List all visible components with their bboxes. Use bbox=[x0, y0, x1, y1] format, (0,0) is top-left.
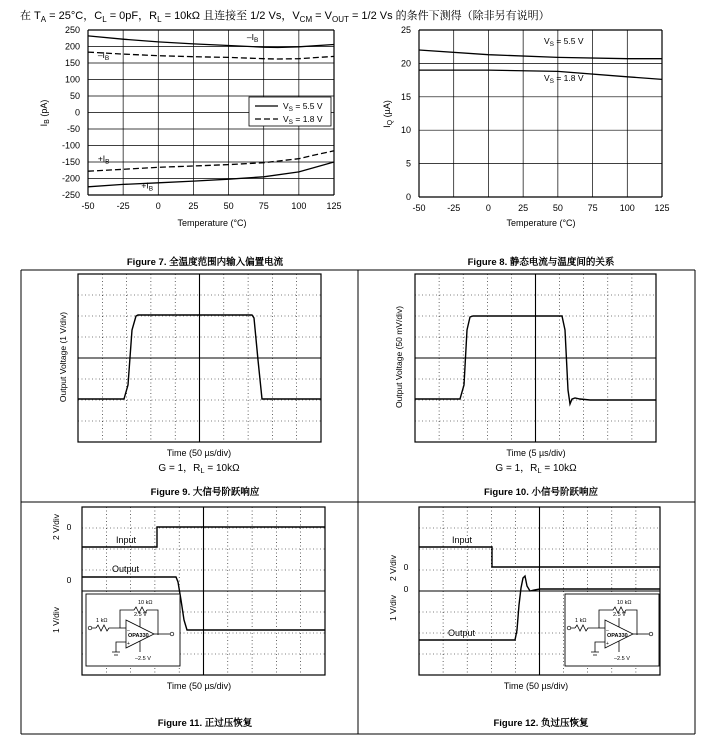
page-header: 在 $T_A = 25^\circ C$，$C_L = 0pF$，$R_L = 10k\Omega$ 且连接至 1/2 Vs，$V_{CM} = V_{OUT} = 1/2$ Vs 的条件下测得（除非另有说明） bbox=[20, 10, 550, 24]
fig11-y-label-bottom: 1 V/div bbox=[51, 607, 61, 633]
fig8-x-tick-label: 0 bbox=[485, 203, 491, 213]
fig7-y-tick-label: 50 bbox=[69, 91, 80, 101]
fig10-scope-grid bbox=[415, 274, 656, 442]
fig7-legend bbox=[249, 97, 331, 126]
input-bias-current-chart bbox=[39, 25, 342, 268]
svg-text:–2.5 V: –2.5 V bbox=[135, 656, 151, 662]
fig12-x-axis-label: Time (50 µs/div) bbox=[503, 681, 569, 691]
fig8-series-line-1 bbox=[419, 70, 662, 79]
quiescent-current-chart bbox=[382, 25, 670, 268]
fig8-y-tick-label: 10 bbox=[400, 125, 411, 136]
fig7-y-tick-label: -100 bbox=[61, 140, 80, 151]
fig7-y-tick-label: 150 bbox=[64, 58, 80, 68]
fig8-x-tick-label: 75 bbox=[587, 203, 598, 213]
fig7-x-tick-label: 50 bbox=[223, 201, 234, 211]
fig7-y-tick-label: -150 bbox=[61, 157, 80, 167]
fig11-output-label: Output bbox=[112, 564, 140, 574]
fig7-x-tick-label: -50 bbox=[81, 201, 95, 211]
svg-text:2.5 V: 2.5 V bbox=[613, 612, 626, 618]
fig8-x-tick-label: 100 bbox=[619, 203, 635, 213]
svg-text:+: + bbox=[606, 641, 609, 647]
fig12-y-label-bottom: 1 V/div bbox=[388, 595, 398, 621]
fig7-y-tick-label: 100 bbox=[64, 74, 80, 85]
svg-text:1 kΩ: 1 kΩ bbox=[575, 618, 587, 624]
fig8-caption: Figure 8. 静态电流与温度间的关系 bbox=[467, 257, 615, 268]
svg-text:10 kΩ: 10 kΩ bbox=[617, 600, 632, 606]
negative-overvoltage-recovery bbox=[388, 507, 660, 729]
fig7-y-tick-label: -50 bbox=[66, 124, 80, 134]
fig10-conditions: G = 1，$R_L = 10k\Omega$ bbox=[495, 463, 577, 475]
fig9-x-axis-label: Time (50 µs/div) bbox=[166, 448, 232, 458]
fig12-zero-bottom: 0 bbox=[403, 584, 409, 594]
fig7-y-axis-label: $I_B$ (pA) bbox=[39, 99, 51, 127]
svg-text:–: – bbox=[606, 628, 609, 634]
fig11-zero-bottom: 0 bbox=[66, 575, 72, 585]
fig8-annotation: $V_S = 5.5$ V bbox=[543, 36, 584, 49]
fig7-x-tick-label: 75 bbox=[258, 201, 269, 211]
positive-overvoltage-recovery bbox=[51, 507, 325, 729]
fig8-x-axis-label: Temperature (°C) bbox=[506, 218, 576, 228]
fig12-zero-top: 0 bbox=[403, 562, 409, 572]
svg-text:2.5 V: 2.5 V bbox=[134, 612, 147, 618]
fig10-caption: Figure 10. 小信号阶跃响应 bbox=[483, 487, 599, 498]
fig8-y-tick-label: 0 bbox=[405, 192, 411, 202]
fig8-x-tick-label: 125 bbox=[654, 203, 670, 213]
fig7-annotation: $-I_B$ bbox=[246, 32, 259, 45]
fig12-y-label-top: 2 V/div bbox=[388, 555, 398, 581]
fig11-circuit-inset bbox=[86, 594, 180, 666]
fig7-y-tick-label: -250 bbox=[61, 190, 80, 200]
fig9-y-axis-label: Output Voltage (1 V/div) bbox=[58, 311, 68, 403]
fig8-y-tick-label: 20 bbox=[400, 58, 411, 69]
fig8-y-tick-labels bbox=[401, 25, 411, 202]
svg-text:OPA330: OPA330 bbox=[607, 633, 628, 639]
fig8-series bbox=[419, 50, 662, 79]
fig8-annotations bbox=[544, 36, 584, 85]
fig7-series-line-0 bbox=[88, 36, 334, 48]
fig8-y-tick-label: 25 bbox=[400, 25, 411, 35]
fig7-x-tick-label: 0 bbox=[155, 201, 161, 211]
fig7-y-tick-label: 200 bbox=[64, 41, 80, 52]
svg-text:–2.5 V: –2.5 V bbox=[614, 656, 630, 662]
fig8-x-tick-label: -25 bbox=[447, 203, 461, 213]
fig8-x-tick-label: -50 bbox=[412, 203, 426, 213]
svg-text:1 kΩ: 1 kΩ bbox=[96, 618, 108, 624]
fig7-legend-entry-5v5: $V_S = 5.5$ V bbox=[283, 101, 323, 113]
fig7-x-tick-label: -25 bbox=[116, 201, 130, 211]
svg-text:OPA330: OPA330 bbox=[128, 633, 149, 639]
large-signal-step-response bbox=[58, 274, 321, 498]
fig8-x-tick-labels bbox=[412, 203, 669, 213]
fig11-input-label: Input bbox=[116, 535, 137, 545]
fig7-caption: Figure 7. 全温度范围内输入偏置电流 bbox=[126, 257, 284, 268]
fig11-x-axis-label: Time (50 µs/div) bbox=[166, 681, 232, 691]
fig7-y-tick-label: -200 bbox=[61, 173, 80, 184]
fig7-y-tick-label: 250 bbox=[64, 25, 80, 35]
fig9-scope-grid bbox=[78, 274, 321, 442]
fig7-x-axis-label: Temperature (°C) bbox=[177, 218, 247, 228]
fig7-series-line-3 bbox=[88, 162, 334, 187]
fig11-caption: Figure 11. 正过压恢复 bbox=[157, 718, 253, 729]
fig12-input-label: Input bbox=[452, 535, 473, 545]
fig7-x-tick-labels bbox=[81, 201, 341, 211]
fig8-series-line-0 bbox=[419, 50, 662, 59]
fig9-conditions: G = 1，$R_L = 10k\Omega$ bbox=[158, 463, 240, 475]
fig11-zero-top: 0 bbox=[66, 522, 72, 532]
fig8-grid bbox=[419, 30, 662, 197]
svg-text:+: + bbox=[127, 641, 130, 647]
svg-text:–: – bbox=[127, 628, 130, 634]
fig7-legend-entry-1v8: $V_S = 1.8$ V bbox=[283, 114, 323, 126]
fig7-x-tick-label: 125 bbox=[326, 201, 342, 211]
fig12-caption: Figure 12. 负过压恢复 bbox=[493, 718, 589, 729]
fig7-y-tick-label: 0 bbox=[74, 107, 80, 118]
fig7-series-line-2 bbox=[88, 151, 334, 171]
fig10-x-axis-label: Time (5 µs/div) bbox=[506, 448, 566, 458]
fig7-x-tick-label: 25 bbox=[188, 201, 199, 211]
svg-text:10 kΩ: 10 kΩ bbox=[138, 600, 153, 606]
fig7-y-tick-labels bbox=[62, 25, 80, 200]
fig8-y-tick-label: 15 bbox=[400, 91, 411, 102]
fig7-x-tick-label: 100 bbox=[291, 201, 307, 211]
fig8-x-tick-label: 50 bbox=[552, 203, 563, 213]
fig8-y-tick-label: 5 bbox=[405, 158, 411, 169]
fig8-x-tick-label: 25 bbox=[518, 203, 529, 213]
fig7-annotation: $+I_B$ bbox=[141, 180, 154, 193]
fig7-annotation: $+I_B$ bbox=[97, 153, 110, 166]
fig12-output-label: Output bbox=[448, 628, 476, 638]
fig8-y-axis-label: $I_Q$ (µA) bbox=[382, 100, 394, 128]
fig8-annotation: $V_S = 1.8$ V bbox=[543, 72, 584, 85]
fig11-y-label-top: 2 V/div bbox=[51, 514, 61, 540]
fig10-y-axis-label: Output Voltage (50 mV/div) bbox=[394, 305, 404, 409]
fig12-circuit-inset bbox=[565, 594, 659, 666]
small-signal-step-response bbox=[394, 274, 656, 498]
fig7-series-line-1 bbox=[88, 52, 334, 59]
fig9-caption: Figure 9. 大信号阶跃响应 bbox=[150, 487, 260, 498]
fig7-annotation: $-I_B$ bbox=[97, 50, 110, 63]
